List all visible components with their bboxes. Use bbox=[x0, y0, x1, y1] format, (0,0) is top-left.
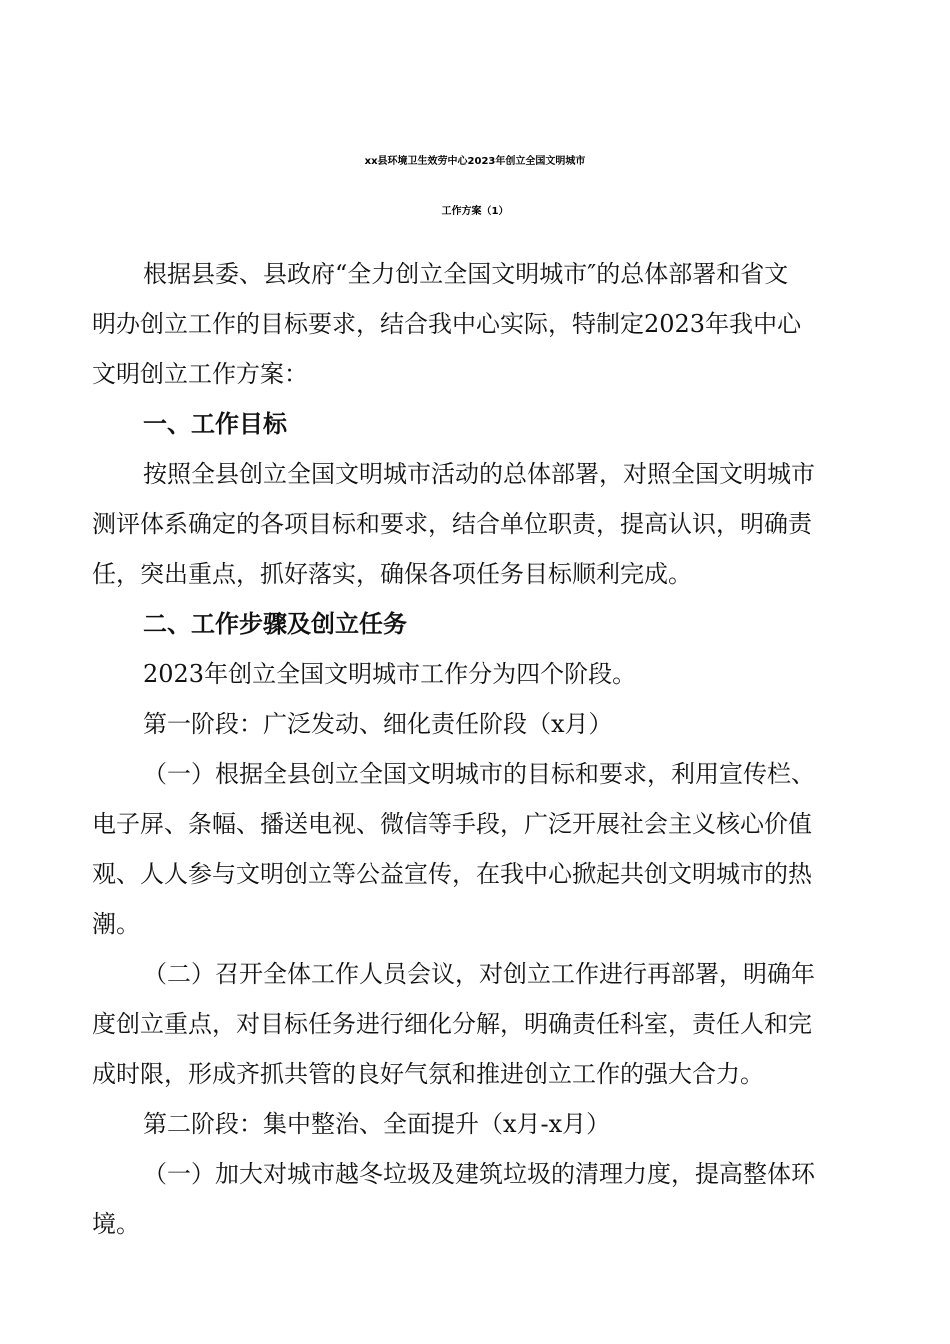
phase-one-item-1-line-1: （一）根据全县创立全国文明城市的目标和要求，利用宣传栏、 bbox=[143, 760, 815, 788]
intro-paragraph-line-3: 文明创立工作方案： bbox=[92, 360, 308, 388]
phase-two-item-1-line-2: 境。 bbox=[92, 1210, 140, 1238]
phase-one-item-1-line-4: 潮。 bbox=[92, 910, 140, 938]
intro-paragraph-line-1: 根据县委、县政府“全力创立全国文明城市″的总体部署和省文 bbox=[143, 260, 789, 288]
section-heading-steps: 二、工作步骤及创立任务 bbox=[143, 610, 407, 638]
intro-paragraph-line-2: 明办创立工作的目标要求，结合我中心实际，特制定2023年我中心 bbox=[92, 310, 802, 338]
phase-one-item-2-line-2: 度创立重点，对目标任务进行细化分解，明确责任科室，责任人和完 bbox=[92, 1010, 812, 1038]
phase-two-heading: 第二阶段：集中整治、全面提升（x月-x月） bbox=[143, 1110, 611, 1138]
goals-paragraph-line-2: 测评体系确定的各项目标和要求，结合单位职责，提高认识，明确责 bbox=[92, 510, 812, 538]
steps-intro-line: 2023年创立全国文明城市工作分为四个阶段。 bbox=[143, 660, 637, 688]
phase-one-item-2-line-3: 成时限，形成齐抓共管的良好气氛和推进创立工作的强大合力。 bbox=[92, 1060, 764, 1088]
phase-one-item-2-line-1: （二）召开全体工作人员会议，对创立工作进行再部署，明确年 bbox=[143, 960, 815, 988]
phase-one-item-1-line-2: 电子屏、条幅、播送电视、微信等手段，广泛开展社会主义核心价值 bbox=[92, 810, 812, 838]
section-heading-goals: 一、工作目标 bbox=[143, 410, 287, 438]
phase-two-item-1-line-1: （一）加大对城市越冬垃圾及建筑垃圾的清理力度，提高整体环 bbox=[143, 1160, 815, 1188]
phase-one-heading: 第一阶段：广泛发动、细化责任阶段（x月） bbox=[143, 710, 613, 738]
document-title-line-2: 工作方案（1） bbox=[441, 206, 509, 217]
phase-one-item-1-line-3: 观、人人参与文明创立等公益宣传，在我中心掀起共创文明城市的热 bbox=[92, 860, 812, 888]
document-title-line-1: xx县环境卫生效劳中心2023年创立全国文明城市 bbox=[364, 156, 586, 167]
goals-paragraph-line-3: 任，突出重点，抓好落实，确保各项任务目标顺利完成。 bbox=[92, 560, 692, 588]
goals-paragraph-line-1: 按照全县创立全国文明城市活动的总体部署，对照全国文明城市 bbox=[143, 460, 815, 488]
